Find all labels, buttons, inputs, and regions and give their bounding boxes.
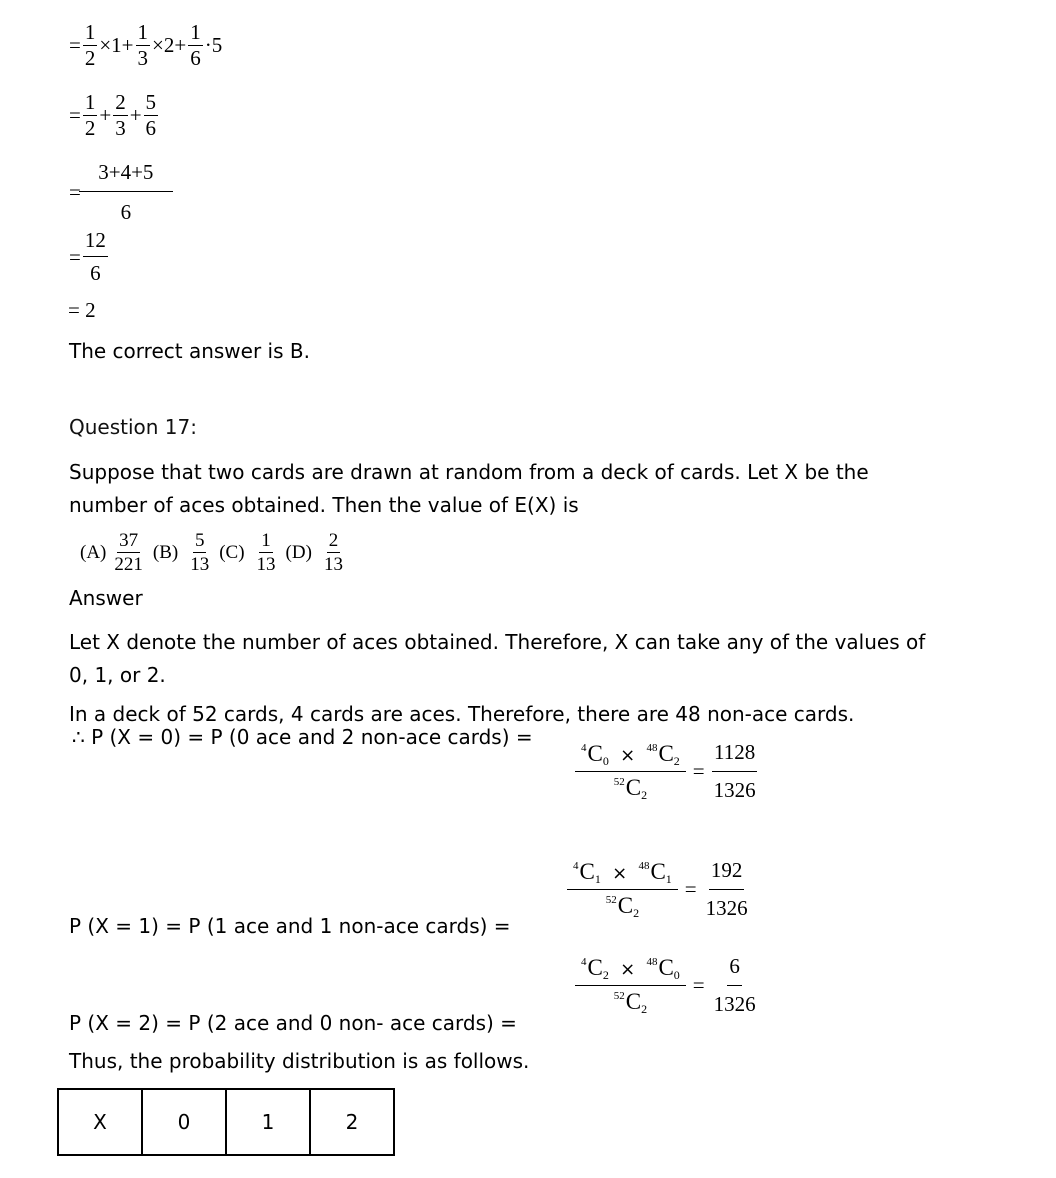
fraction: $\frac{1}{2}$ — [84, 20, 96, 70]
option-a-fraction: $\frac{37}{221}$ — [114, 530, 143, 575]
p-x0-expression: $\frac{^4C_0 \times ^{48}C_2}{^{52}C_2}$ = $\frac{1128}{1326}$ — [574, 742, 759, 801]
fraction: $\frac{1}{2}$ — [84, 90, 96, 140]
combination-fraction: $\frac{^4C_0 \times ^{48}C_2}{^{52}C_2}$ — [575, 742, 686, 801]
fraction: $\frac{1}{6}$ — [190, 20, 201, 70]
question-heading: Question 17: — [69, 415, 197, 439]
table-row — [58, 1089, 394, 1155]
table-header-cell: 1 — [226, 1089, 310, 1155]
answer-para-1-line-1: Let X denote the number of aces obtained. Therefore, X can take any of the values of — [69, 630, 926, 654]
result-fraction: $\frac{6}{1326}$ — [713, 954, 756, 1016]
fraction: $\frac{1}{3}$ — [137, 20, 149, 70]
question-text-line-2: number of aces obtained. Then the value of E(X) is — [69, 493, 579, 517]
solution-line-4: = $\frac{12}{6}$ — [69, 228, 106, 285]
option-c-fraction: $\frac{1}{13}$ — [256, 530, 276, 575]
question-options — [80, 531, 353, 574]
option-label: (D) — [285, 542, 312, 563]
result-fraction: $\frac{1128}{1326}$ — [713, 740, 756, 802]
solution-line-2: = $\frac{1}{2}$ + $\frac{2}{3}$ + $\frac{5}{6}$ — [69, 90, 157, 140]
option-label: (B) — [152, 542, 179, 563]
solution-line-3: = $\frac{3+4+5}{6}$ — [68, 162, 170, 223]
question-text-line-1: Suppose that two cards are drawn at random from a deck of cards. Let X be the — [69, 460, 869, 484]
distribution-table — [57, 1088, 395, 1156]
fraction: $\frac{5}{6}$ — [145, 90, 157, 140]
option-b-fraction: $\frac{5}{13}$ — [190, 530, 210, 575]
table-header-cell: 2 — [310, 1089, 394, 1155]
table-header-cell: 0 — [142, 1089, 226, 1155]
result-fraction: $\frac{192}{1326}$ — [705, 858, 748, 920]
combination-fraction: $\frac{^4C_2 \times ^{48}C_0}{^{52}C_2}$ — [575, 956, 686, 1015]
answer-para-1-line-2: 0, 1, or 2. — [69, 663, 166, 687]
p-x1-label: P (X = 1) = P (1 ace and 1 non-ace cards) = — [69, 914, 511, 938]
answer-para-2: In a deck of 52 cards, 4 cards are aces. Therefore, there are 48 non-ace cards. — [69, 702, 855, 726]
solution-conclusion: The correct answer is B. — [69, 339, 310, 363]
p-x2-label: P (X = 2) = P (2 ace and 0 non- ace cards) = — [69, 1011, 517, 1035]
option-label: (A) — [80, 542, 107, 563]
solution-result: = 2 — [68, 298, 96, 322]
option-d-fraction: $\frac{2}{13}$ — [323, 530, 343, 575]
fraction: $\frac{12}{6}$ — [84, 228, 106, 285]
p-x2-expression: $\frac{^4C_2 \times ^{48}C_0}{^{52}C_2}$ = $\frac{6}{1326}$ — [574, 956, 759, 1015]
combination-fraction: $\frac{^4C_1 \times ^{48}C_1}{^{52}C_2}$ — [567, 860, 678, 919]
distribution-intro: Thus, the probability distribution is as follows. — [69, 1049, 530, 1073]
fraction: $\frac{3+4+5}{6}$ — [83, 162, 169, 223]
table-header-cell: X — [58, 1089, 142, 1155]
option-label: (C) — [219, 542, 245, 563]
solution-line-1: = $\frac{1}{2}$ ×1+ $\frac{1}{3}$ ×2+ $\frac{1}{6}$ ·5 — [69, 20, 223, 70]
answer-heading: Answer — [69, 586, 143, 610]
fraction: $\frac{2}{3}$ — [115, 90, 126, 140]
p-x1-expression: $\frac{^4C_1 \times ^{48}C_1}{^{52}C_2}$ = $\frac{192}{1326}$ — [566, 860, 751, 919]
p-x0-label: ∴ P (X = 0) = P (0 ace and 2 non-ace cards) = — [72, 725, 533, 749]
